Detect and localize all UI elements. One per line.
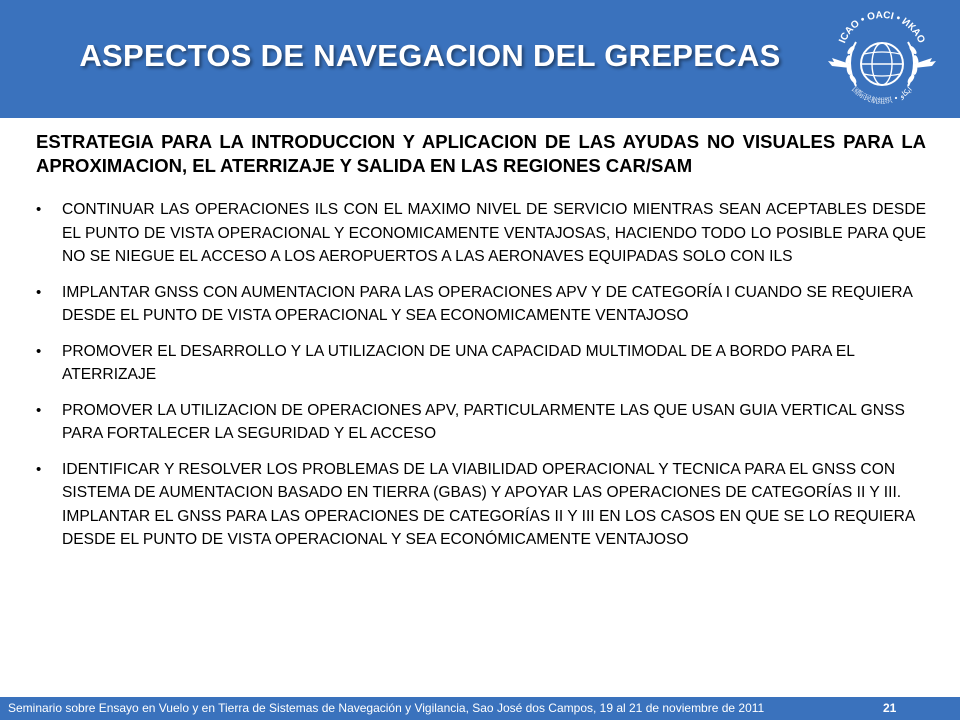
list-item [36,458,926,552]
footer-bar [0,697,960,720]
bullet-icon: • [36,460,42,478]
bullet-text: IMPLANTAR GNSS CON AUMENTACION PARA LAS OPERACIONES APV Y DE CATEGORÍA I CUANDO SE REQUIERA DESDE EL PUNTO DE VISTA OPERACIONAL Y SEA ECONOMICAMENTE VENTAJOSO [62,283,913,324]
slide-title: ASPECTOS DE NAVEGACION DEL GREPECAS [79,38,781,73]
icao-emblem-icon [820,6,944,114]
list-item [36,198,926,269]
bullet-text: PROMOVER LA UTILIZACION DE OPERACIONES APV, PARTICULARMENTE LAS QUE USAN GUIA VERTICAL GNSS PARA FORTALECER LA SEGURIDAD Y EL ACCESO [62,401,905,442]
list-item [36,340,926,387]
list-item [36,399,926,446]
slide-content [36,130,926,564]
bullet-list [36,198,926,552]
bullet-icon: • [36,283,42,301]
slide-subtitle: ESTRATEGIA PARA LA INTRODUCCION Y APLICACION DE LAS AYUDAS NO VISUALES PARA LA APROXIMACION, EL ATERRIZAJE Y SALIDA EN LAS REGIONES CAR/SAM [36,131,926,176]
svg-text:国际民航组织 • ايكاو: 国际民航组织 • ايكاو [850,84,914,106]
icao-logo [820,6,944,114]
bullet-text: CONTINUAR LAS OPERACIONES ILS CON EL MAXIMO NIVEL DE SERVICIO MIENTRAS SEAN ACEPTABLES DESDE EL PUNTO DE VISTA OPERACIONAL Y ECONOMICAMENTE VENTAJOSAS, HACIENDO TODO LO POSIBLE PARA QUE NO SE NIEGUE EL ACCESO A LOS AEROPUERTOS A LAS AERONAVES EQUIPADAS SOLO CON ILS [62,201,926,265]
page-number: 21 [883,701,897,715]
bullet-text: PROMOVER EL DESARROLLO Y LA UTILIZACION DE UNA CAPACIDAD MULTIMODAL DE A BORDO PARA EL ATERRIZAJE [62,342,855,383]
bullet-icon: • [36,201,42,218]
header-bar [0,0,960,118]
bullet-icon: • [36,342,42,360]
bullet-icon: • [36,401,42,419]
svg-text:ICAO • OACI • ИКАО: ICAO • OACI • ИКАО [837,9,927,46]
bullet-text: IDENTIFICAR Y RESOLVER LOS PROBLEMAS DE LA VIABILIDAD OPERACIONAL Y TECNICA PARA EL GNSS CON SISTEMA DE AUMENTACION BASADO EN TIERRA (GBAS) Y APOYAR LAS OPERACIONES DE CATEGORÍAS II Y III. IMPLANTAR EL GNSS PARA LAS OPERACIONES DE CATEGORÍAS II Y III EN LOS CASOS EN QUE SE LO REQUIERA DESDE EL PUNTO DE VISTA OPERACIONAL Y SEA ECONÓMICAMENTE VENTAJOSO [62,460,915,548]
footer-text: Seminario sobre Ensayo en Vuelo y en Tierra de Sistemas de Navegación y Vigilancia, Sao José dos Campos, 19 al 21 de noviembre de 2011 [8,701,765,715]
list-item [36,281,926,328]
